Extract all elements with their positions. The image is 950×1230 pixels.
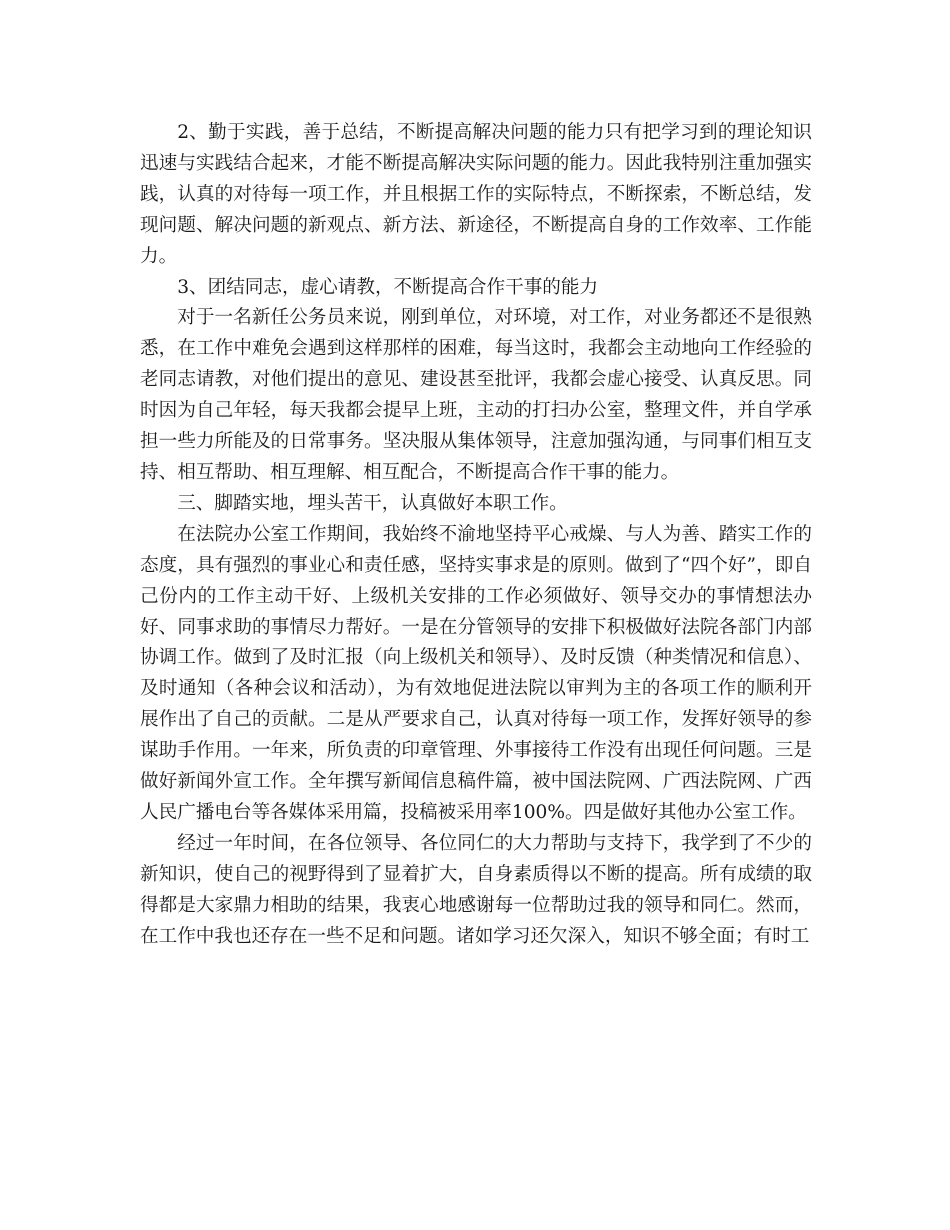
paragraph-new-civil-servant: 对于一名新任公务员来说，刚到单位，对环境，对工作，对业务都还不是很熟悉，在工作中难免会遇到这样那样的困难，每当这时，我都会主动地向工作经验的老同志请教，对他们提出的意见、建设甚至批评，我都会虚心接受、认真反思。同时因为自己年轻，每天我都会提早上班，主动的打扫办公室，整理文件，并自学承担一些力所能及的日常事务。坚决服从集体领导，注意加强沟通，与同事们相互支持、相互帮助、相互理解、相互配合，不断提高合作干事的能力。 xyxy=(140,307,812,483)
paragraph-court-office-work: 在法院办公室工作期间，我始终不渝地坚持平心戒燥、与人为善、踏实工作的态度，具有强烈的事业心和责任感，坚持实事求是的原则。做到了“四个好”，即自己份内的工作主动干好、上级机关安排的工作必须做好、领导交办的事情想法办好、同事求助的事情尽力帮好。一是在分管领导的安排下积极做好法院各部门内部协调工作。做到了及时汇报（向上级机关和领导）、及时反馈（种类情况和信息）、及时通知（各种会议和活动），为有效地促进法院以审判为主的各项工作的顺利开展作出了自己的贡献。二是从严要求自己，认真对待每一项工作，发挥好领导的参谋助手作用。一年来，所负责的印章管理、外事接待工作没有出现任何问题。三是做好新闻外宣工作。全年撰写新闻信息稿件篇，被中国法院网、广西法院网、广西人民广播电台等各媒体采用篇，投稿被采用率100%。四是做好其他办公室工作。 xyxy=(140,523,812,823)
paragraph-year-summary: 经过一年时间，在各位领导、各位同仁的大力帮助与支持下，我学到了不少的新知识，使自己的视野得到了显着扩大，自身素质得以不断的提高。所有成绩的取得都是大家鼎力相助的结果，我衷心地感谢每一位帮助过我的领导和同仁。然而，在工作中我也还存在一些不足和问题。诸如学习还欠深入，知识不够全面；有时工 xyxy=(140,832,812,947)
paragraph-heading-diligence: 三、脚踏实地，埋头苦干，认真做好本职工作。 xyxy=(177,492,568,514)
paragraph-heading-unity: 3、团结同志，虚心请教，不断提高合作干事的能力 xyxy=(177,276,599,298)
document-body xyxy=(140,118,812,952)
paragraph-practice: 2、勤于实践，善于总结，不断提高解决问题的能力只有把学习到的理论知识迅速与实践结合起来，才能不断提高解决实际问题的能力。因此我特别注重加强实践，认真的对待每一项工作，并且根据工作的实际特点，不断探索，不断总结，发现问题、解决问题的新观点、新方法、新途径，不断提高自身的工作效率、工作能力。 xyxy=(140,122,812,267)
